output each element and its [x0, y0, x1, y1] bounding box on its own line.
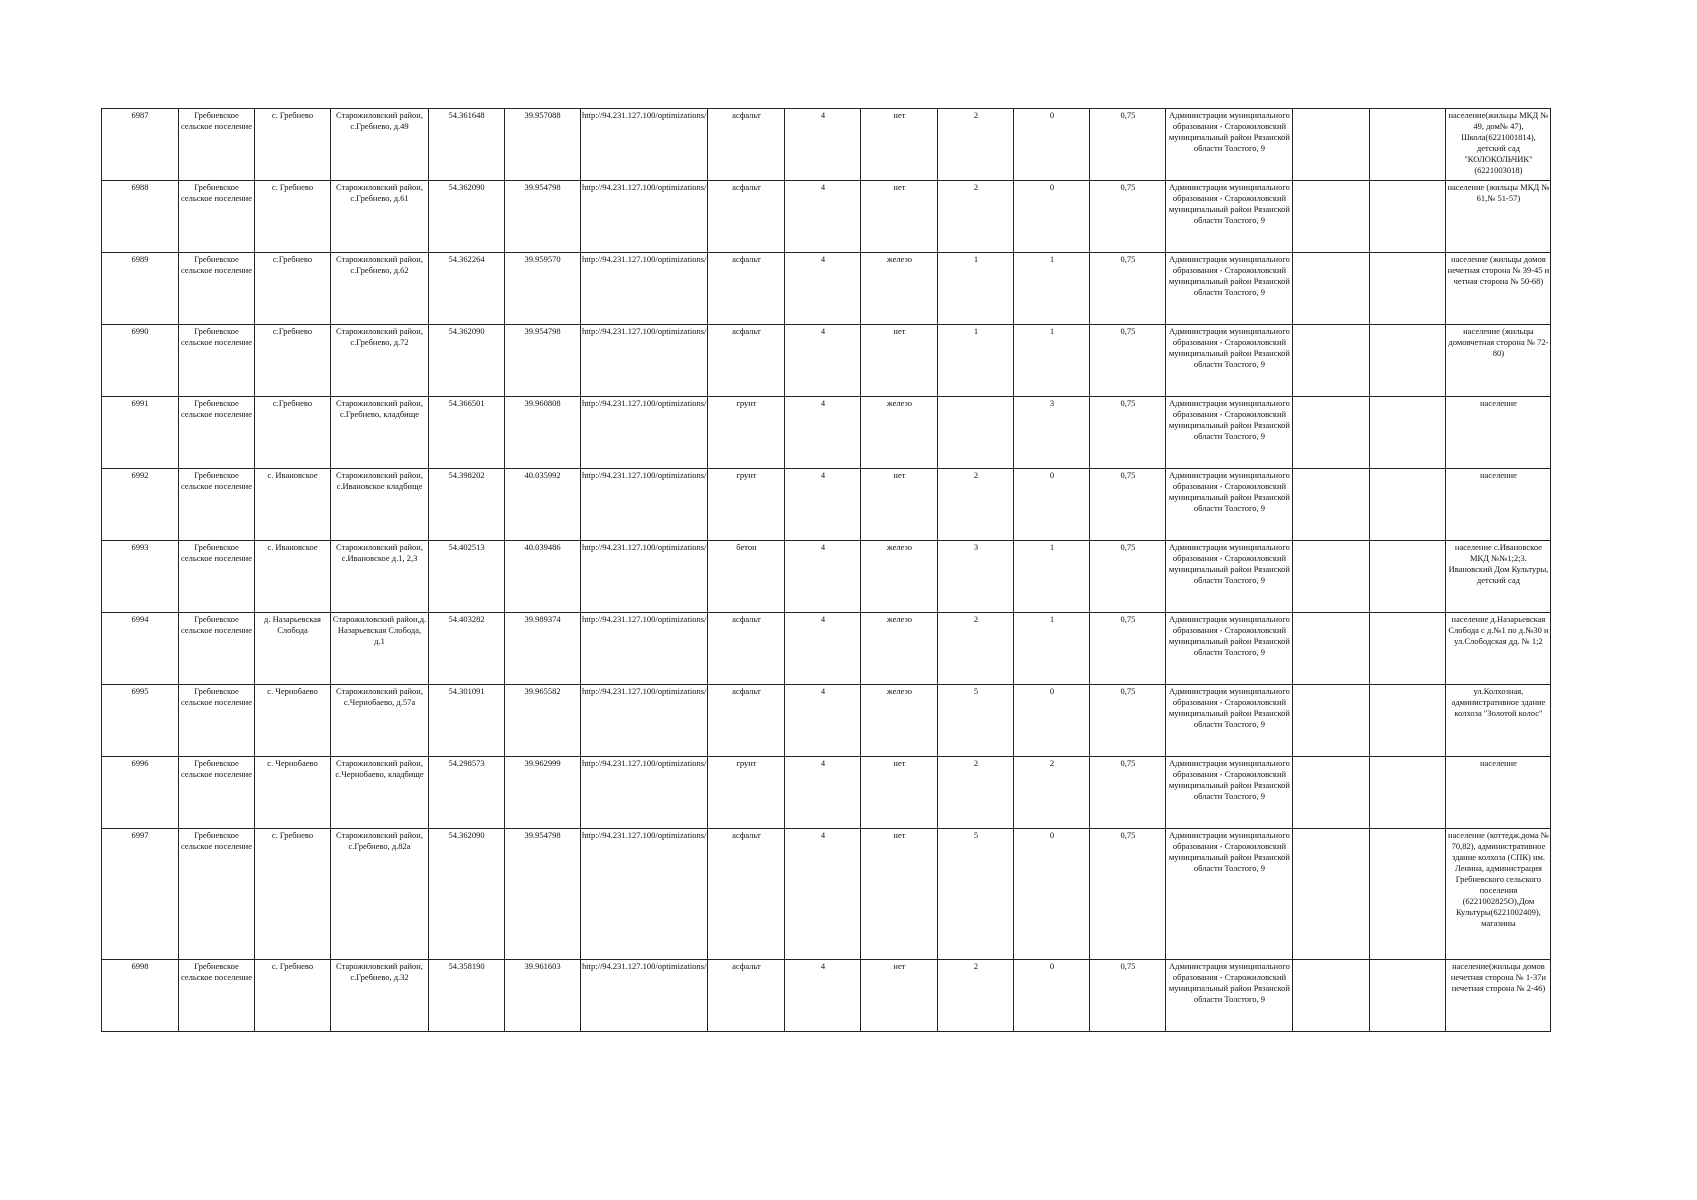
table-row — [102, 541, 1551, 613]
bins-cell: 1 — [1014, 541, 1090, 613]
row-number-cell: 6998 — [102, 960, 179, 1032]
row-number-cell: 6990 — [102, 325, 179, 397]
volume-cell: 0,75 — [1090, 541, 1166, 613]
empty-cell — [1293, 541, 1370, 613]
settlement-cell: Гребневское сельское поселение — [179, 613, 255, 685]
longitude-cell: 39.960808 — [505, 397, 581, 469]
empty-cell — [1293, 469, 1370, 541]
capacity-count-cell: 4 — [785, 325, 861, 397]
owner-cell: Администрация муниципального образования - Старожиловский муниципальный район Рязанской области Толстого, 9 — [1166, 253, 1293, 325]
bins-cell: 1 — [1014, 325, 1090, 397]
address-cell: Старожиловский район,д. Назарьевская Слобода, д.1 — [331, 613, 429, 685]
row-number-cell: 6987 — [102, 109, 179, 181]
locality-cell: с. Чернобаево — [255, 757, 331, 829]
volume-cell: 0,75 — [1090, 829, 1166, 960]
containers-cell: 2 — [938, 181, 1014, 253]
settlement-cell: Гребневское сельское поселение — [179, 541, 255, 613]
empty-cell — [1370, 960, 1446, 1032]
latitude-cell: 54.362264 — [429, 253, 505, 325]
surface-cell: асфальт — [708, 325, 785, 397]
owner-cell: Администрация муниципального образования - Старожиловский муниципальный район Рязанской области Толстого, 9 — [1166, 685, 1293, 757]
surface-cell: асфальт — [708, 253, 785, 325]
fence-cell: железо — [861, 613, 938, 685]
volume-cell: 0,75 — [1090, 109, 1166, 181]
table-row — [102, 253, 1551, 325]
volume-cell: 0,75 — [1090, 469, 1166, 541]
locality-cell: с. Ивановское — [255, 541, 331, 613]
containers-cell: 2 — [938, 613, 1014, 685]
containers-cell: 1 — [938, 325, 1014, 397]
latitude-cell: 54.366501 — [429, 397, 505, 469]
served-objects-cell: население — [1446, 757, 1551, 829]
empty-cell — [1370, 685, 1446, 757]
owner-cell: Администрация муниципального образования - Старожиловский муниципальный район Рязанской области Толстого, 9 — [1166, 181, 1293, 253]
empty-cell — [1370, 109, 1446, 181]
row-number-cell: 6997 — [102, 829, 179, 960]
settlement-cell: Гребневское сельское поселение — [179, 109, 255, 181]
volume-cell: 0,75 — [1090, 960, 1166, 1032]
settlement-cell: Гребневское сельское поселение — [179, 397, 255, 469]
empty-cell — [1293, 109, 1370, 181]
surface-cell: асфальт — [708, 829, 785, 960]
link-cell: http://94.231.127.100/optimizations/ — [581, 829, 708, 960]
locality-cell: д. Назарьевская Слобода — [255, 613, 331, 685]
table-row — [102, 829, 1551, 960]
address-cell: Старожиловский район, с.Чернобаево, д.57а — [331, 685, 429, 757]
table-row — [102, 325, 1551, 397]
served-objects-cell: население д.Назарьевская Слобода с д.№1 по д.№30 и ул.Слободская дд. № 1;2 — [1446, 613, 1551, 685]
empty-cell — [1293, 960, 1370, 1032]
longitude-cell: 39.965582 — [505, 685, 581, 757]
table-row — [102, 757, 1551, 829]
volume-cell: 0,75 — [1090, 613, 1166, 685]
locality-cell: с. Гребнево — [255, 181, 331, 253]
owner-cell: Администрация муниципального образования - Старожиловский муниципальный район Рязанской области Толстого, 9 — [1166, 109, 1293, 181]
empty-cell — [1370, 829, 1446, 960]
bins-cell: 0 — [1014, 469, 1090, 541]
table-row — [102, 181, 1551, 253]
surface-cell: грунт — [708, 757, 785, 829]
bins-cell: 3 — [1014, 397, 1090, 469]
address-cell: Старожиловский район, с.Гребнево, д.61 — [331, 181, 429, 253]
settlement-cell: Гребневское сельское поселение — [179, 469, 255, 541]
owner-cell: Администрация муниципального образования - Старожиловский муниципальный район Рязанской области Толстого, 9 — [1166, 829, 1293, 960]
longitude-cell: 39.959570 — [505, 253, 581, 325]
link-cell: http://94.231.127.100/optimizations/ — [581, 181, 708, 253]
containers-cell: 2 — [938, 757, 1014, 829]
bins-cell: 0 — [1014, 181, 1090, 253]
capacity-count-cell: 4 — [785, 613, 861, 685]
bins-cell: 1 — [1014, 613, 1090, 685]
longitude-cell: 39.954798 — [505, 829, 581, 960]
capacity-count-cell: 4 — [785, 541, 861, 613]
settlement-cell: Гребневское сельское поселение — [179, 685, 255, 757]
capacity-count-cell: 4 — [785, 397, 861, 469]
fence-cell: железо — [861, 253, 938, 325]
bins-cell: 0 — [1014, 960, 1090, 1032]
served-objects-cell: население (коттедж.дома № 70,82), административное здание колхоза (СПК) им. Ленина, администрация Гребневского сельского поселения (6221002825O),Дом Культуры(6221002409), магазины — [1446, 829, 1551, 960]
served-objects-cell: население — [1446, 397, 1551, 469]
surface-cell: грунт — [708, 397, 785, 469]
row-number-cell: 6994 — [102, 613, 179, 685]
latitude-cell: 54.362090 — [429, 181, 505, 253]
row-number-cell: 6993 — [102, 541, 179, 613]
containers-cell: 5 — [938, 829, 1014, 960]
served-objects-cell: население (жильцы домов нечетная сторона № 39-45 и четная сторона № 50-68) — [1446, 253, 1551, 325]
empty-cell — [1370, 325, 1446, 397]
latitude-cell: 54.298573 — [429, 757, 505, 829]
row-number-cell: 6988 — [102, 181, 179, 253]
latitude-cell: 54.301091 — [429, 685, 505, 757]
address-cell: Старожиловский район, с.Гребнево, д.62 — [331, 253, 429, 325]
waste-sites-table — [101, 108, 1551, 1032]
surface-cell: асфальт — [708, 960, 785, 1032]
settlement-cell: Гребневское сельское поселение — [179, 181, 255, 253]
link-cell: http://94.231.127.100/optimizations/ — [581, 541, 708, 613]
row-number-cell: 6996 — [102, 757, 179, 829]
empty-cell — [1293, 181, 1370, 253]
empty-cell — [1370, 181, 1446, 253]
locality-cell: с. Гребнево — [255, 109, 331, 181]
surface-cell: асфальт — [708, 181, 785, 253]
address-cell: Старожиловский район, с.Гребнево, д.72 — [331, 325, 429, 397]
longitude-cell: 39.962999 — [505, 757, 581, 829]
latitude-cell: 54.362090 — [429, 325, 505, 397]
fence-cell: железо — [861, 685, 938, 757]
settlement-cell: Гребневское сельское поселение — [179, 325, 255, 397]
empty-cell — [1370, 469, 1446, 541]
table-body — [102, 109, 1551, 1032]
surface-cell: асфальт — [708, 109, 785, 181]
locality-cell: с.Гребнево — [255, 253, 331, 325]
link-cell: http://94.231.127.100/optimizations/ — [581, 325, 708, 397]
settlement-cell: Гребневское сельское поселение — [179, 253, 255, 325]
empty-cell — [1370, 613, 1446, 685]
surface-cell: асфальт — [708, 685, 785, 757]
owner-cell: Администрация муниципального образования - Старожиловский муниципальный район Рязанской области Толстого, 9 — [1166, 541, 1293, 613]
longitude-cell: 39.954798 — [505, 181, 581, 253]
link-cell: http://94.231.127.100/optimizations/ — [581, 960, 708, 1032]
locality-cell: с. Гребнево — [255, 960, 331, 1032]
bins-cell: 0 — [1014, 685, 1090, 757]
volume-cell: 0,75 — [1090, 325, 1166, 397]
empty-cell — [1293, 757, 1370, 829]
containers-cell: 1 — [938, 253, 1014, 325]
locality-cell: с.Гребнево — [255, 397, 331, 469]
empty-cell — [1293, 253, 1370, 325]
empty-cell — [1293, 685, 1370, 757]
capacity-count-cell: 4 — [785, 829, 861, 960]
served-objects-cell: население(жильцы домов нечетная сторона № 1-37и нечетная сторона № 2-46) — [1446, 960, 1551, 1032]
fence-cell: нет — [861, 469, 938, 541]
fence-cell: нет — [861, 757, 938, 829]
capacity-count-cell: 4 — [785, 181, 861, 253]
owner-cell: Администрация муниципального образования - Старожиловский муниципальный район Рязанской области Толстого, 9 — [1166, 960, 1293, 1032]
volume-cell: 0,75 — [1090, 181, 1166, 253]
volume-cell: 0,75 — [1090, 685, 1166, 757]
owner-cell: Администрация муниципального образования - Старожиловский муниципальный район Рязанской области Толстого, 9 — [1166, 757, 1293, 829]
owner-cell: Администрация муниципального образования - Старожиловский муниципальный район Рязанской области Толстого, 9 — [1166, 469, 1293, 541]
surface-cell: грунт — [708, 469, 785, 541]
fence-cell: железо — [861, 397, 938, 469]
locality-cell: с. Гребнево — [255, 829, 331, 960]
served-objects-cell: население(жильцы МКД № 49, дом№ 47), Школа(6221001814), детский сад "КОЛОКОЛЬЧИК"(6221003018) — [1446, 109, 1551, 181]
latitude-cell: 54.402513 — [429, 541, 505, 613]
empty-cell — [1293, 829, 1370, 960]
capacity-count-cell: 4 — [785, 757, 861, 829]
longitude-cell: 40.039486 — [505, 541, 581, 613]
bins-cell: 0 — [1014, 109, 1090, 181]
latitude-cell: 54.361648 — [429, 109, 505, 181]
link-cell: http://94.231.127.100/optimizations/ — [581, 685, 708, 757]
longitude-cell: 39.961603 — [505, 960, 581, 1032]
served-objects-cell: ул.Колхозная, административное здание колхоза "Золотой колос" — [1446, 685, 1551, 757]
owner-cell: Администрация муниципального образования - Старожиловский муниципальный район Рязанской области Толстого, 9 — [1166, 397, 1293, 469]
table-row — [102, 960, 1551, 1032]
link-cell: http://94.231.127.100/optimizations/ — [581, 397, 708, 469]
address-cell: Старожиловский район, с.Гребнево, д.82а — [331, 829, 429, 960]
address-cell: Старожиловский район, с.Гребнево, кладбище — [331, 397, 429, 469]
volume-cell: 0,75 — [1090, 253, 1166, 325]
latitude-cell: 54.398202 — [429, 469, 505, 541]
table-row — [102, 109, 1551, 181]
served-objects-cell: население (жильцы МКД № 61,№ 51-57) — [1446, 181, 1551, 253]
fence-cell: нет — [861, 109, 938, 181]
row-number-cell: 6992 — [102, 469, 179, 541]
empty-cell — [1370, 397, 1446, 469]
locality-cell: с. Ивановское — [255, 469, 331, 541]
served-objects-cell: население (жильцы домовчетная сторона № 72-80) — [1446, 325, 1551, 397]
settlement-cell: Гребневское сельское поселение — [179, 829, 255, 960]
table-row — [102, 685, 1551, 757]
longitude-cell: 39.957088 — [505, 109, 581, 181]
latitude-cell: 54.358190 — [429, 960, 505, 1032]
capacity-count-cell: 4 — [785, 109, 861, 181]
latitude-cell: 54.403282 — [429, 613, 505, 685]
volume-cell: 0,75 — [1090, 757, 1166, 829]
link-cell: http://94.231.127.100/optimizations/ — [581, 253, 708, 325]
link-cell: http://94.231.127.100/optimizations/ — [581, 469, 708, 541]
capacity-count-cell: 4 — [785, 253, 861, 325]
address-cell: Старожиловский район, с.Гребнево, д.49 — [331, 109, 429, 181]
longitude-cell: 39.954798 — [505, 325, 581, 397]
served-objects-cell: население с.Ивановское МКД №№1;2;3. Ивановский Дом Культуры, детский сад — [1446, 541, 1551, 613]
containers-cell: 5 — [938, 685, 1014, 757]
containers-cell: 2 — [938, 960, 1014, 1032]
volume-cell: 0,75 — [1090, 397, 1166, 469]
capacity-count-cell: 4 — [785, 469, 861, 541]
longitude-cell: 40.035992 — [505, 469, 581, 541]
fence-cell: нет — [861, 829, 938, 960]
fence-cell: железо — [861, 541, 938, 613]
link-cell: http://94.231.127.100/optimizations/ — [581, 109, 708, 181]
fence-cell: нет — [861, 325, 938, 397]
row-number-cell: 6991 — [102, 397, 179, 469]
settlement-cell: Гребневское сельское поселение — [179, 960, 255, 1032]
containers-cell — [938, 397, 1014, 469]
bins-cell: 0 — [1014, 829, 1090, 960]
address-cell: Старожиловский район, с.Ивановское кладбище — [331, 469, 429, 541]
capacity-count-cell: 4 — [785, 960, 861, 1032]
containers-cell: 2 — [938, 469, 1014, 541]
empty-cell — [1293, 613, 1370, 685]
capacity-count-cell: 4 — [785, 685, 861, 757]
empty-cell — [1370, 757, 1446, 829]
row-number-cell: 6995 — [102, 685, 179, 757]
owner-cell: Администрация муниципального образования - Старожиловский муниципальный район Рязанской области Толстого, 9 — [1166, 325, 1293, 397]
address-cell: Старожиловский район, с.Чернобаево, кладбище — [331, 757, 429, 829]
owner-cell: Администрация муниципального образования - Старожиловский муниципальный район Рязанской области Толстого, 9 — [1166, 613, 1293, 685]
table-row — [102, 613, 1551, 685]
link-cell: http://94.231.127.100/optimizations/ — [581, 757, 708, 829]
empty-cell — [1370, 253, 1446, 325]
surface-cell: асфальт — [708, 613, 785, 685]
longitude-cell: 39.989374 — [505, 613, 581, 685]
address-cell: Старожиловский район, с.Ивановское д.1, 2,3 — [331, 541, 429, 613]
empty-cell — [1293, 397, 1370, 469]
fence-cell: нет — [861, 181, 938, 253]
settlement-cell: Гребневское сельское поселение — [179, 757, 255, 829]
bins-cell: 2 — [1014, 757, 1090, 829]
latitude-cell: 54.362090 — [429, 829, 505, 960]
link-cell: http://94.231.127.100/optimizations/ — [581, 613, 708, 685]
bins-cell: 1 — [1014, 253, 1090, 325]
containers-cell: 3 — [938, 541, 1014, 613]
containers-cell: 2 — [938, 109, 1014, 181]
table-row — [102, 397, 1551, 469]
locality-cell: с.Гребнево — [255, 325, 331, 397]
fence-cell: нет — [861, 960, 938, 1032]
served-objects-cell: население — [1446, 469, 1551, 541]
empty-cell — [1370, 541, 1446, 613]
table-row — [102, 469, 1551, 541]
surface-cell: бетон — [708, 541, 785, 613]
locality-cell: с. Чернобаево — [255, 685, 331, 757]
address-cell: Старожиловский район, с.Гребнево, д.32 — [331, 960, 429, 1032]
empty-cell — [1293, 325, 1370, 397]
row-number-cell: 6989 — [102, 253, 179, 325]
